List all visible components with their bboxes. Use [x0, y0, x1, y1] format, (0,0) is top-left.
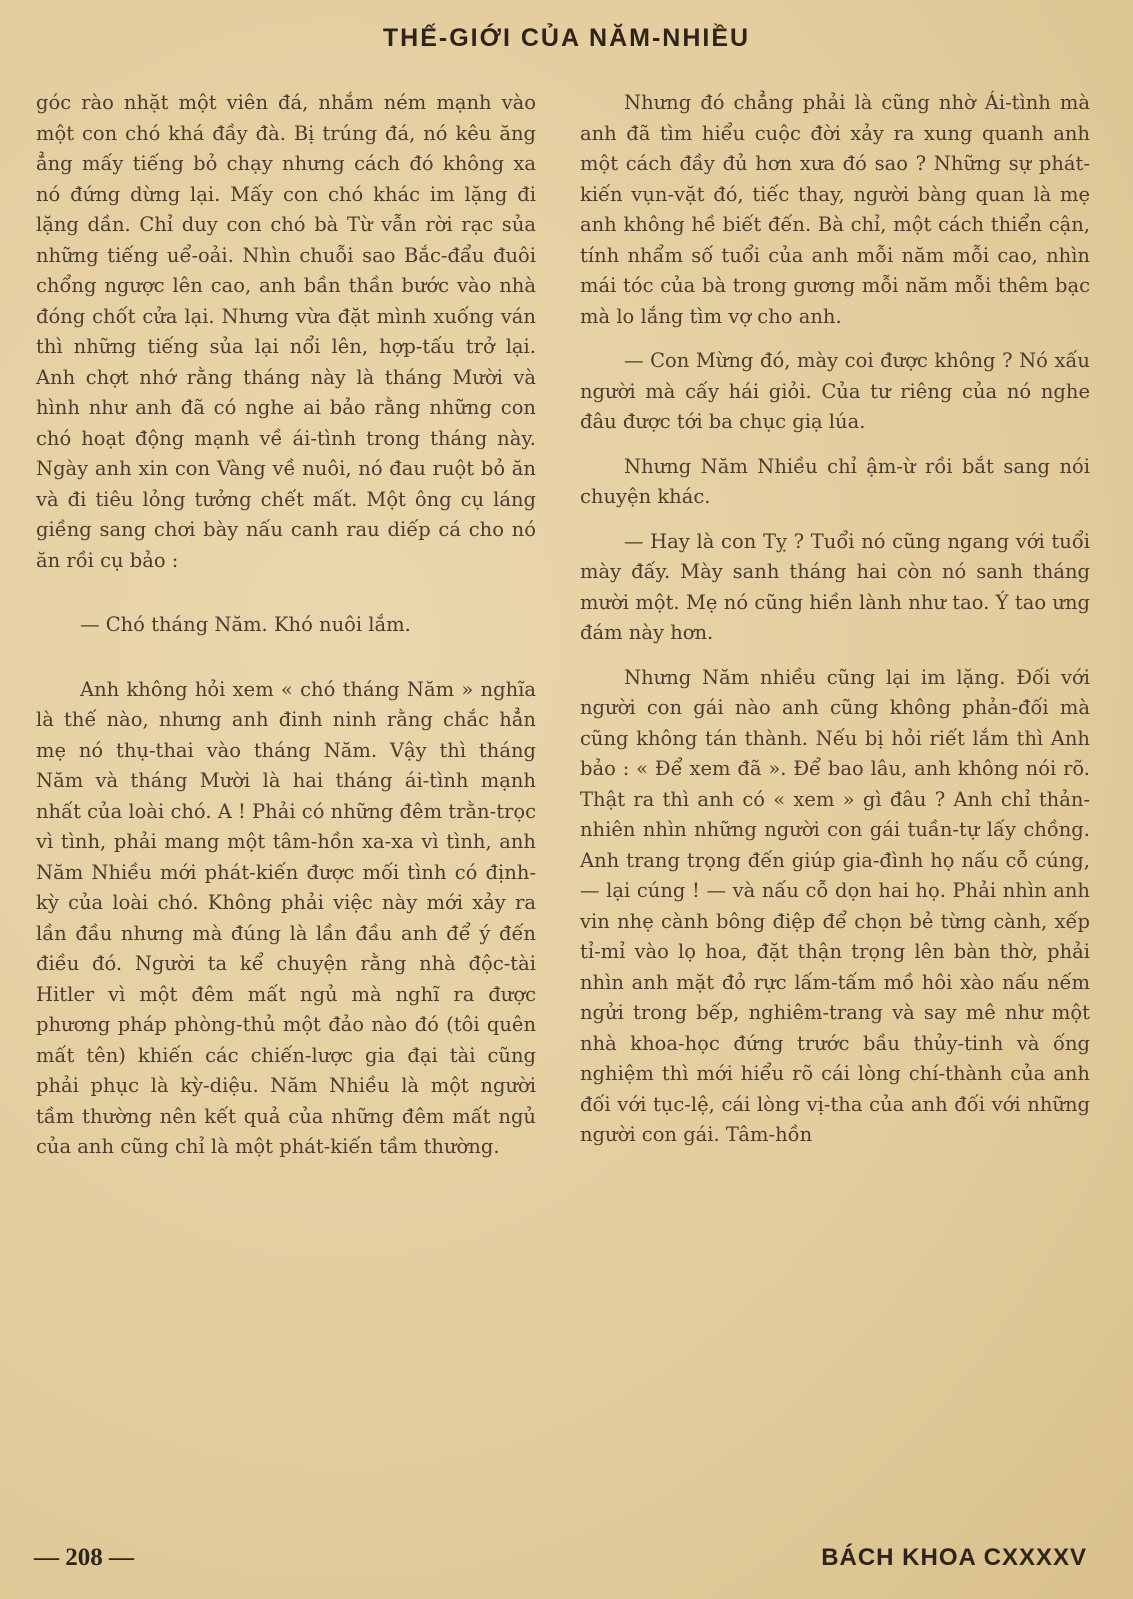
dialogue-line: — Chó tháng Năm. Khó nuôi lắm.: [80, 613, 411, 636]
paragraph: Nhưng đó chẳng phải là cũng nhờ Ái-tình mà anh đã tìm hiểu cuộc đời xảy ra xung quanh anh một cách đầy đủ hơn xưa đó sao ? Những sự phát-kiến vụn-vặt đó, tiếc thay, người bàng quan là mẹ anh không hề biết đến. Bà chỉ, một cách thiển cận, tính nhẩm số tuổi của anh mỗi năm mỗi cao, nhìn mái tóc của bà trong gương mỗi năm mỗi thêm bạc mà lo lắng tìm vợ cho anh.: [580, 91, 1090, 328]
page-number: — 208 —: [34, 1544, 134, 1571]
right-column: [580, 88, 1090, 1151]
dialogue-line: — Hay là con Tỵ ? Tuổi nó cũng ngang với tuổi mày đấy. Mày sanh tháng hai còn nó sanh tháng mười một. Mẹ nó cũng hiền lành như tao. Ý tao ưng đám này hơn.: [580, 529, 1090, 644]
dialogue-line: — Con Mừng đó, mày coi được không ? Nó xấu người mà cấy hái giỏi. Của tư riêng của nó nghe đâu được tới ba chục giạ lúa.: [580, 349, 1090, 433]
paragraph: Nhưng Năm nhiều cũng lại im lặng. Đối với người con gái nào anh cũng không phản-đối mà cũng không tán thành. Nếu bị hỏi riết lắm thì Anh bảo : « Để xem đã ». Để bao lâu, anh không nói rõ. Thật ra thì anh có « xem » gì đâu ? Anh chỉ thản-nhiên nhìn những người con gái tuần-tự lấy chồng. Anh trang trọng đến giúp gia-đình họ nấu cỗ cúng, — lại cúng ! — và nấu cỗ dọn hai họ. Phải nhìn anh vin nhẹ cành bông điệp để chọn bẻ từng cành, xếp tỉ-mỉ vào lọ hoa, đặt thận trọng lên bàn thờ, phải nhìn anh mặt đỏ rực lấm-tấm mồ hôi xào nấu nếm ngửi trong bếp, nghiêm-trang và say mê như một nhà khoa-học đứng trước bầu thủy-tinh và ống nghiệm thì mới hiểu rõ cái lòng chí-thành của anh đối với tục-lệ, cái lòng vị-tha của anh đối với những người con gái. Tâm-hồn: [580, 665, 1090, 1146]
left-column: [36, 88, 536, 1163]
paragraph: Anh không hỏi xem « chó tháng Năm » nghĩa là thế nào, nhưng anh đinh ninh rằng chắc hẳn mẹ nó thụ-thai vào tháng Năm. Vậy thì tháng Năm và tháng Mười là hai tháng ái-tình mạnh nhất của loài chó. A ! Phải có những đêm trằn-trọc vì tình, phải mang một tâm-hồn xa-xa vì tình, anh Năm Nhiều mới phát-kiến được mối tình có định-kỳ của loài chó. Không phải việc này mới xảy ra lần đầu nhưng mà đúng là lần đầu anh để ý đến điều đó. Người ta kể chuyện rằng nhà độc-tài Hitler vì một đêm mất ngủ mà nghĩ ra được phương pháp phòng-thủ một đảo nào đó (tôi quên mất tên) khiến các chiến-lược gia đại tài cũng phải phục là kỳ-diệu. Năm Nhiều là một người tầm thường nên kết quả của những đêm mất ngủ của anh cũng chỉ là một phát-kiến tầm thường.: [36, 677, 537, 1158]
paragraph: Nhưng Năm Nhiều chỉ ậm-ừ rồi bắt sang nói chuyện khác.: [580, 454, 1090, 508]
paragraph: góc rào nhặt một viên đá, nhắm ném mạnh vào một con chó khá đầy đà. Bị trúng đá, nó kêu ăng ẳng mấy tiếng bỏ chạy nhưng cách đó không xa nó đứng dừng lại. Mấy con chó khác im lặng đi lặng dần. Chỉ duy con chó bà Từ vẫn rời rạc sủa những tiếng uể-oải. Nhìn chuỗi sao Bắc-đẩu đuôi chổng ngược lên cao, anh bần thần bước vào nhà đóng chốt cửa lại. Nhưng vừa đặt mình xuống ván thì những tiếng sủa lại nổi lên, hợp-tấu trở lại. Anh chợt nhớ rằng tháng này là tháng Mười và hình như anh đã có nghe ai bảo rằng những con chó hoạt động mạnh về ái-tình trong tháng này. Ngày anh xin con Vàng về nuôi, nó đau ruột bỏ ăn và đi tiêu lỏng tưởng chết mất. Một ông cụ láng giềng sang chơi bày nấu canh rau diếp cá cho nó ăn rồi cụ bảo :: [36, 91, 536, 572]
running-title: THẾ-GIỚI CỦA NĂM-NHIỀU: [382, 24, 751, 52]
publication-name: BÁCH KHOA CXXXXV: [821, 1544, 1087, 1571]
